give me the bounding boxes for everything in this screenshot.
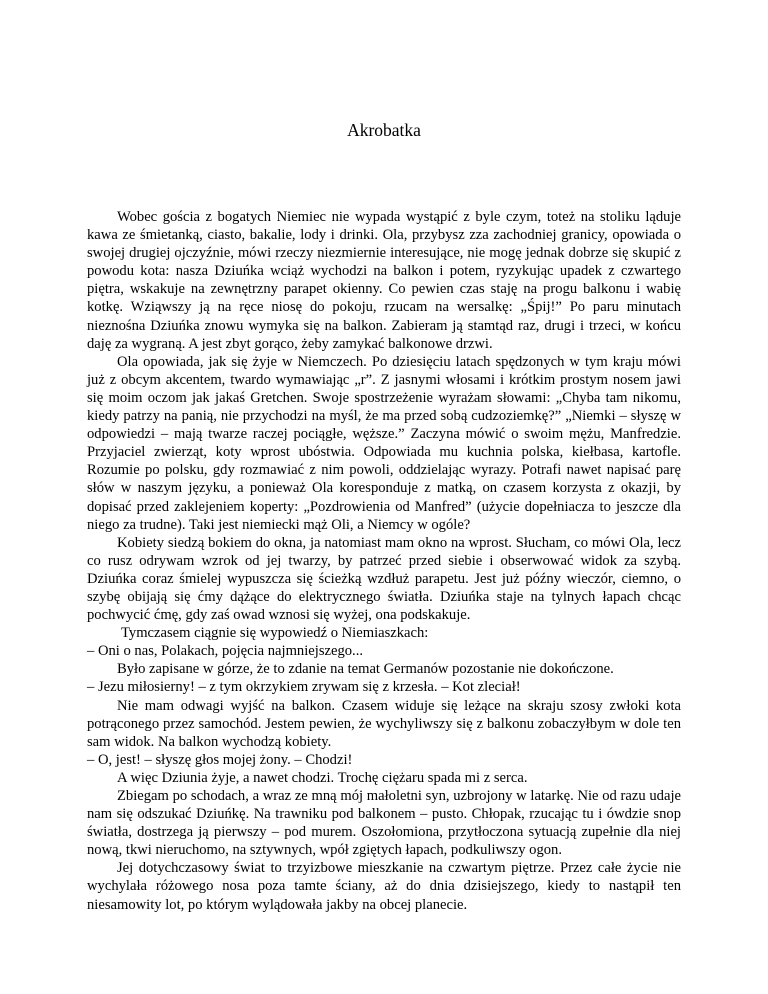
paragraph: Nie mam odwagi wyjść na balkon. Czasem widuje się leżące na skraju szosy zwłoki kota potrąconego przez samochód. Jestem pewien, że wychyliwszy się z balkonu zobaczyłbym w dole ten sam widok. Na balkon wychodzą kobiety.: [87, 697, 681, 750]
dialogue-line: – O, jest! – słyszę głos mojej żony. – Chodzi!: [87, 751, 353, 768]
dialogue-line: – Jezu miłosierny! – z tym okrzykiem zrywam się z krzesła. – Kot zleciał!: [87, 679, 521, 696]
paragraph: Tymczasem ciągnie się wypowiedź o Niemiaszkach:: [121, 625, 429, 642]
paragraph: Było zapisane w górze, że to zdanie na temat Germanów pozostanie nie dokończone.: [117, 661, 614, 678]
paragraph: Ola opowiada, jak się żyje w Niemczech. Po dziesięciu latach spędzonych w tym kraju mówi już z obcym akcentem, twardo wymawiając „r”. Z jasnymi włosami i krótkim prostym nosem jawi się moim oczom jak jakaś Gretchen. Swoje spostrzeżenie wyrażam słowami: „Chyba tam nikomu, kiedy patrzy na panią, nie przychodzi na myśl, że ma przed sobą cudzoziemkę?” „Niemki – słyszę w odpowiedzi – mają twarze raczej pociągłe, węższe.” Zaczyna mówić o swoim mężu, Manfredzie. Przyjaciel zwierząt, koty wprost ubóstwia. Odpowiada mu kuchnia polska, kiełbasa, kartofle. Rozumie po polsku, gdy rozmawiać z nim powoli, oddzielając wyrazy. Potrafi nawet napisać parę słów w naszym języku, a ponieważ Ola koresponduje z matką, on czasem korzysta z okazji, by dopisać przed zaklejeniem koperty: „Pozdrowienia od Manfred” (użycie dopełniacza to jeszcze dla niego za trudne). Taki jest niemiecki mąż Oli, a Niemcy w ogóle?: [87, 353, 681, 533]
paragraph: Jej dotychczasowy świat to trzyizbowe mieszkanie na czwartym piętrze. Przez całe życie nie wychylała różowego nosa poza tamte ściany, aż do dnia dzisiejszego, kiedy to nastąpił ten niesamowity lot, po którym wylądowała jakby na obcej planecie.: [87, 860, 681, 913]
paragraph: Zbiegam po schodach, a wraz ze mną mój małoletni syn, uzbrojony w latarkę. Nie od razu udaje nam się odszukać Dziuńkę. Na trawniku pod balkonem – pusto. Chłopak, rzucając tu i ówdzie snop światła, dostrzega ją pierwszy – pod murem. Oszołomiona, przytłoczona sytuacją zupełnie dla niej nową, tkwi nieruchomo, na sztywnych, wpół zgiętych łapach, podkuliwszy ogon.: [87, 788, 681, 859]
story-body: [87, 208, 681, 914]
paragraph: A więc Dziunia żyje, a nawet chodzi. Trochę ciężaru spada mi z serca.: [117, 769, 528, 786]
paragraph: Wobec gościa z bogatych Niemiec nie wypada wystąpić z byle czym, toteż na stoliku ląduje kawa ze śmietanką, ciasto, bakalie, lody i drinki. Ola, przybysz zza zachodniej granicy, opowiada o swojej drugiej ojczyźnie, mówi rzeczy niezmiernie interesujące, nie mogę jednak dobrze się skupić z powodu kota: nasza Dziuńka wciąż wychodzi na balkon i potem, ryzykując upadek z czwartego piętra, wskakuje na zewnętrzny parapet okienny. Co pewien czas staję na progu balkonu i wabię kotkę. Wziąwszy ją na ręce niosę do pokoju, rzucam na wersalkę: „Śpij!” Po paru minutach nieznośna Dziuńka znowu wymyka się na balkon. Zabieram ją stamtąd raz, drugi i trzeci, w końcu daję za wygraną. A jest zbyt gorąco, żeby zamykać balkonowe drzwi.: [87, 209, 681, 352]
paragraph: Kobiety siedzą bokiem do okna, ja natomiast mam okno na wprost. Słucham, co mówi Ola, lecz co rusz odrywam wzrok od jej twarzy, by patrzeć przed siebie i obserwować widok za szybą. Dziuńka coraz śmielej wypuszcza się ścieżką wzdłuż parapetu. Jest już późny wieczór, ciemno, o szybę obijają się ćmy dążące do elektrycznego światła. Dziuńka staje na tylnych łapach chcąc pochwycić ćmę, gdy zaś owad wznosi się wyżej, ona podskakuje.: [87, 534, 681, 624]
document-title: Akrobatka: [347, 120, 421, 140]
dialogue-line: – Oni o nas, Polakach, pojęcia najmniejszego...: [87, 643, 363, 660]
